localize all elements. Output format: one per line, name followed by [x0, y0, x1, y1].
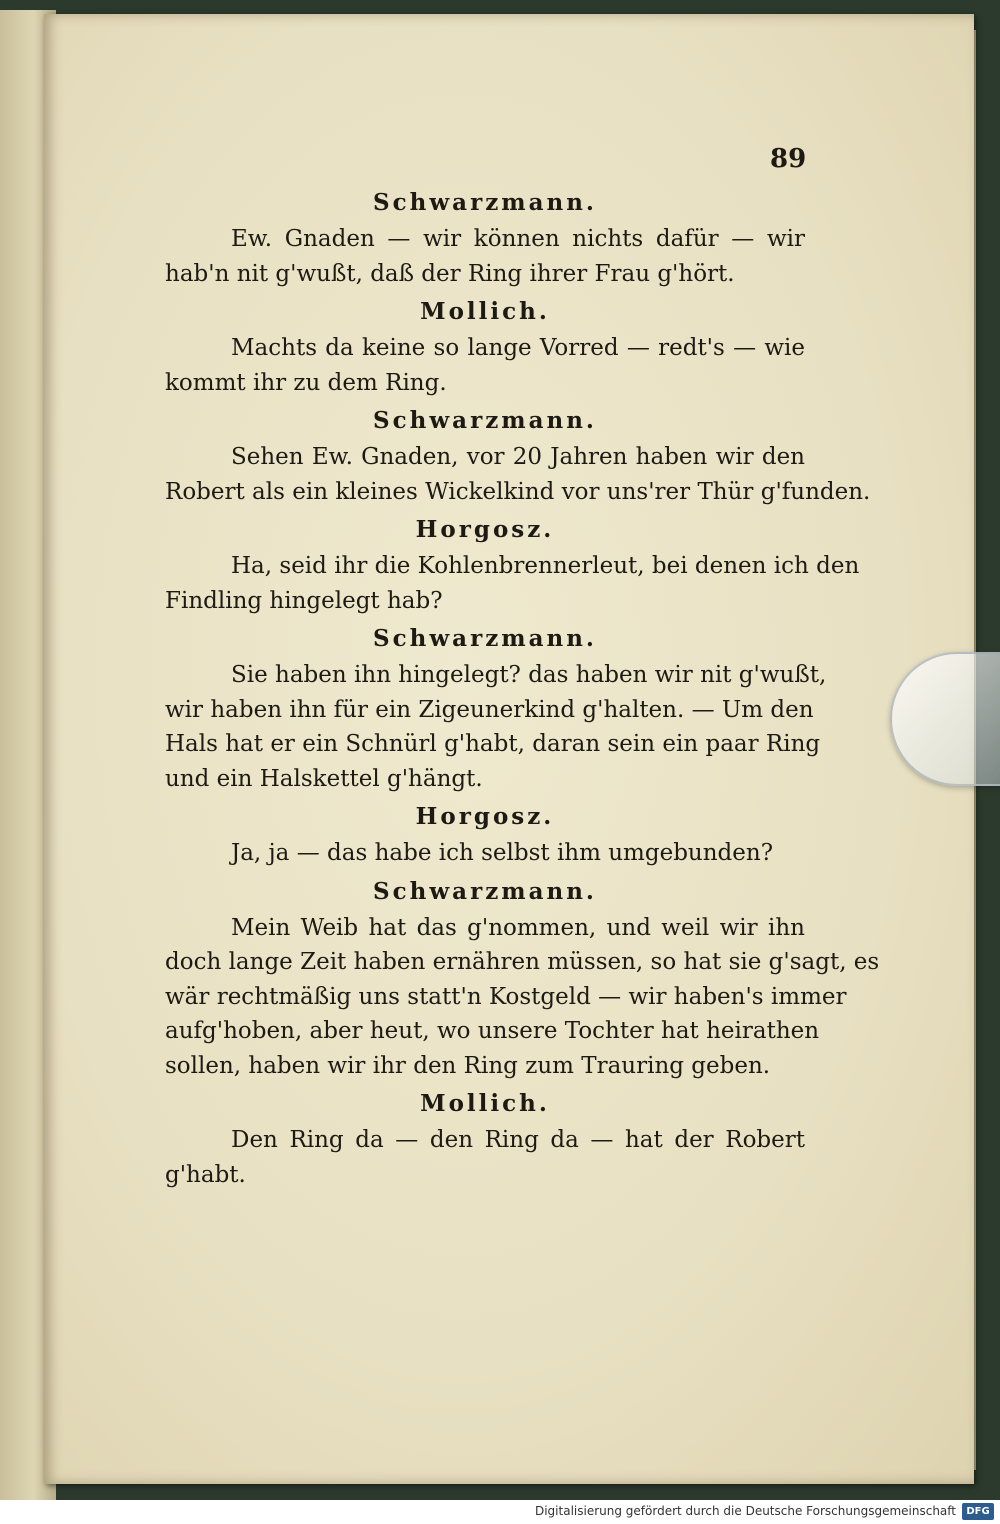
text-line: doch lange Zeit haben ernähren müssen, so hat sie g'sagt, es — [165, 949, 880, 975]
dfg-logo: DFG — [962, 1503, 994, 1520]
text-line: wär rechtmäßig uns statt'n Kostgeld — wir haben's immer — [165, 983, 847, 1010]
text-line: Robert als ein kleines Wickelkind vor uns'rer Thür g'funden. — [165, 478, 871, 505]
text-line: Ew. Gnaden — wir können nichts dafür — wir — [231, 226, 805, 252]
text-line: Findling hingelegt hab? — [165, 587, 443, 614]
speaker-name: Schwarzmann. — [373, 625, 597, 652]
speaker-name: Mollich. — [420, 298, 550, 325]
text-line: g'habt. — [165, 1161, 246, 1188]
speaker-name: Horgosz. — [415, 803, 555, 830]
dialogue-text — [165, 182, 880, 1192]
text-line: Sehen Ew. Gnaden, vor 20 Jahren haben wir den — [231, 444, 805, 470]
text-line: kommt ihr zu dem Ring. — [165, 369, 447, 396]
text-line: und ein Halskettel g'hängt. — [165, 765, 483, 792]
speaker-name: Mollich. — [420, 1090, 550, 1117]
text-line: Den Ring da — den Ring da — hat der Robert — [231, 1127, 805, 1153]
text-line: Ha, seid ihr die Kohlenbrennerleut, bei denen ich den — [231, 553, 860, 579]
text-line: Sie haben ihn hingelegt? das haben wir nit g'wußt, — [231, 662, 827, 688]
speaker-name: Schwarzmann. — [373, 407, 597, 434]
text-line: Machts da keine so lange Vorred — redt's — wie — [231, 335, 805, 361]
text-line: sollen, haben wir ihr den Ring zum Trauring geben. — [165, 1052, 771, 1079]
text-line: aufg'hoben, aber heut, wo unsere Tochter hat heirathen — [165, 1018, 820, 1044]
speaker-name: Schwarzmann. — [373, 189, 597, 216]
text-line: hab'n nit g'wußt, daß der Ring ihrer Frau g'hört. — [165, 260, 735, 287]
page-number: 89 — [770, 144, 807, 174]
funding-credit: Digitalisierung gefördert durch die Deutsche Forschungsgemeinschaft — [534, 1504, 956, 1518]
text-line: Mein Weib hat das g'nommen, und weil wir ihn — [231, 914, 805, 941]
text-line: Ja, ja — das habe ich selbst ihm umgebunden? — [231, 840, 774, 866]
speaker-name: Horgosz. — [415, 516, 555, 543]
footer-bar — [0, 1500, 1000, 1524]
text-line: wir haben ihn für ein Zigeunerkind g'halten. — Um den — [165, 696, 814, 723]
text-line: Hals hat er ein Schnürl g'habt, daran sein ein paar Ring — [165, 731, 821, 757]
speaker-name: Schwarzmann. — [373, 877, 597, 905]
